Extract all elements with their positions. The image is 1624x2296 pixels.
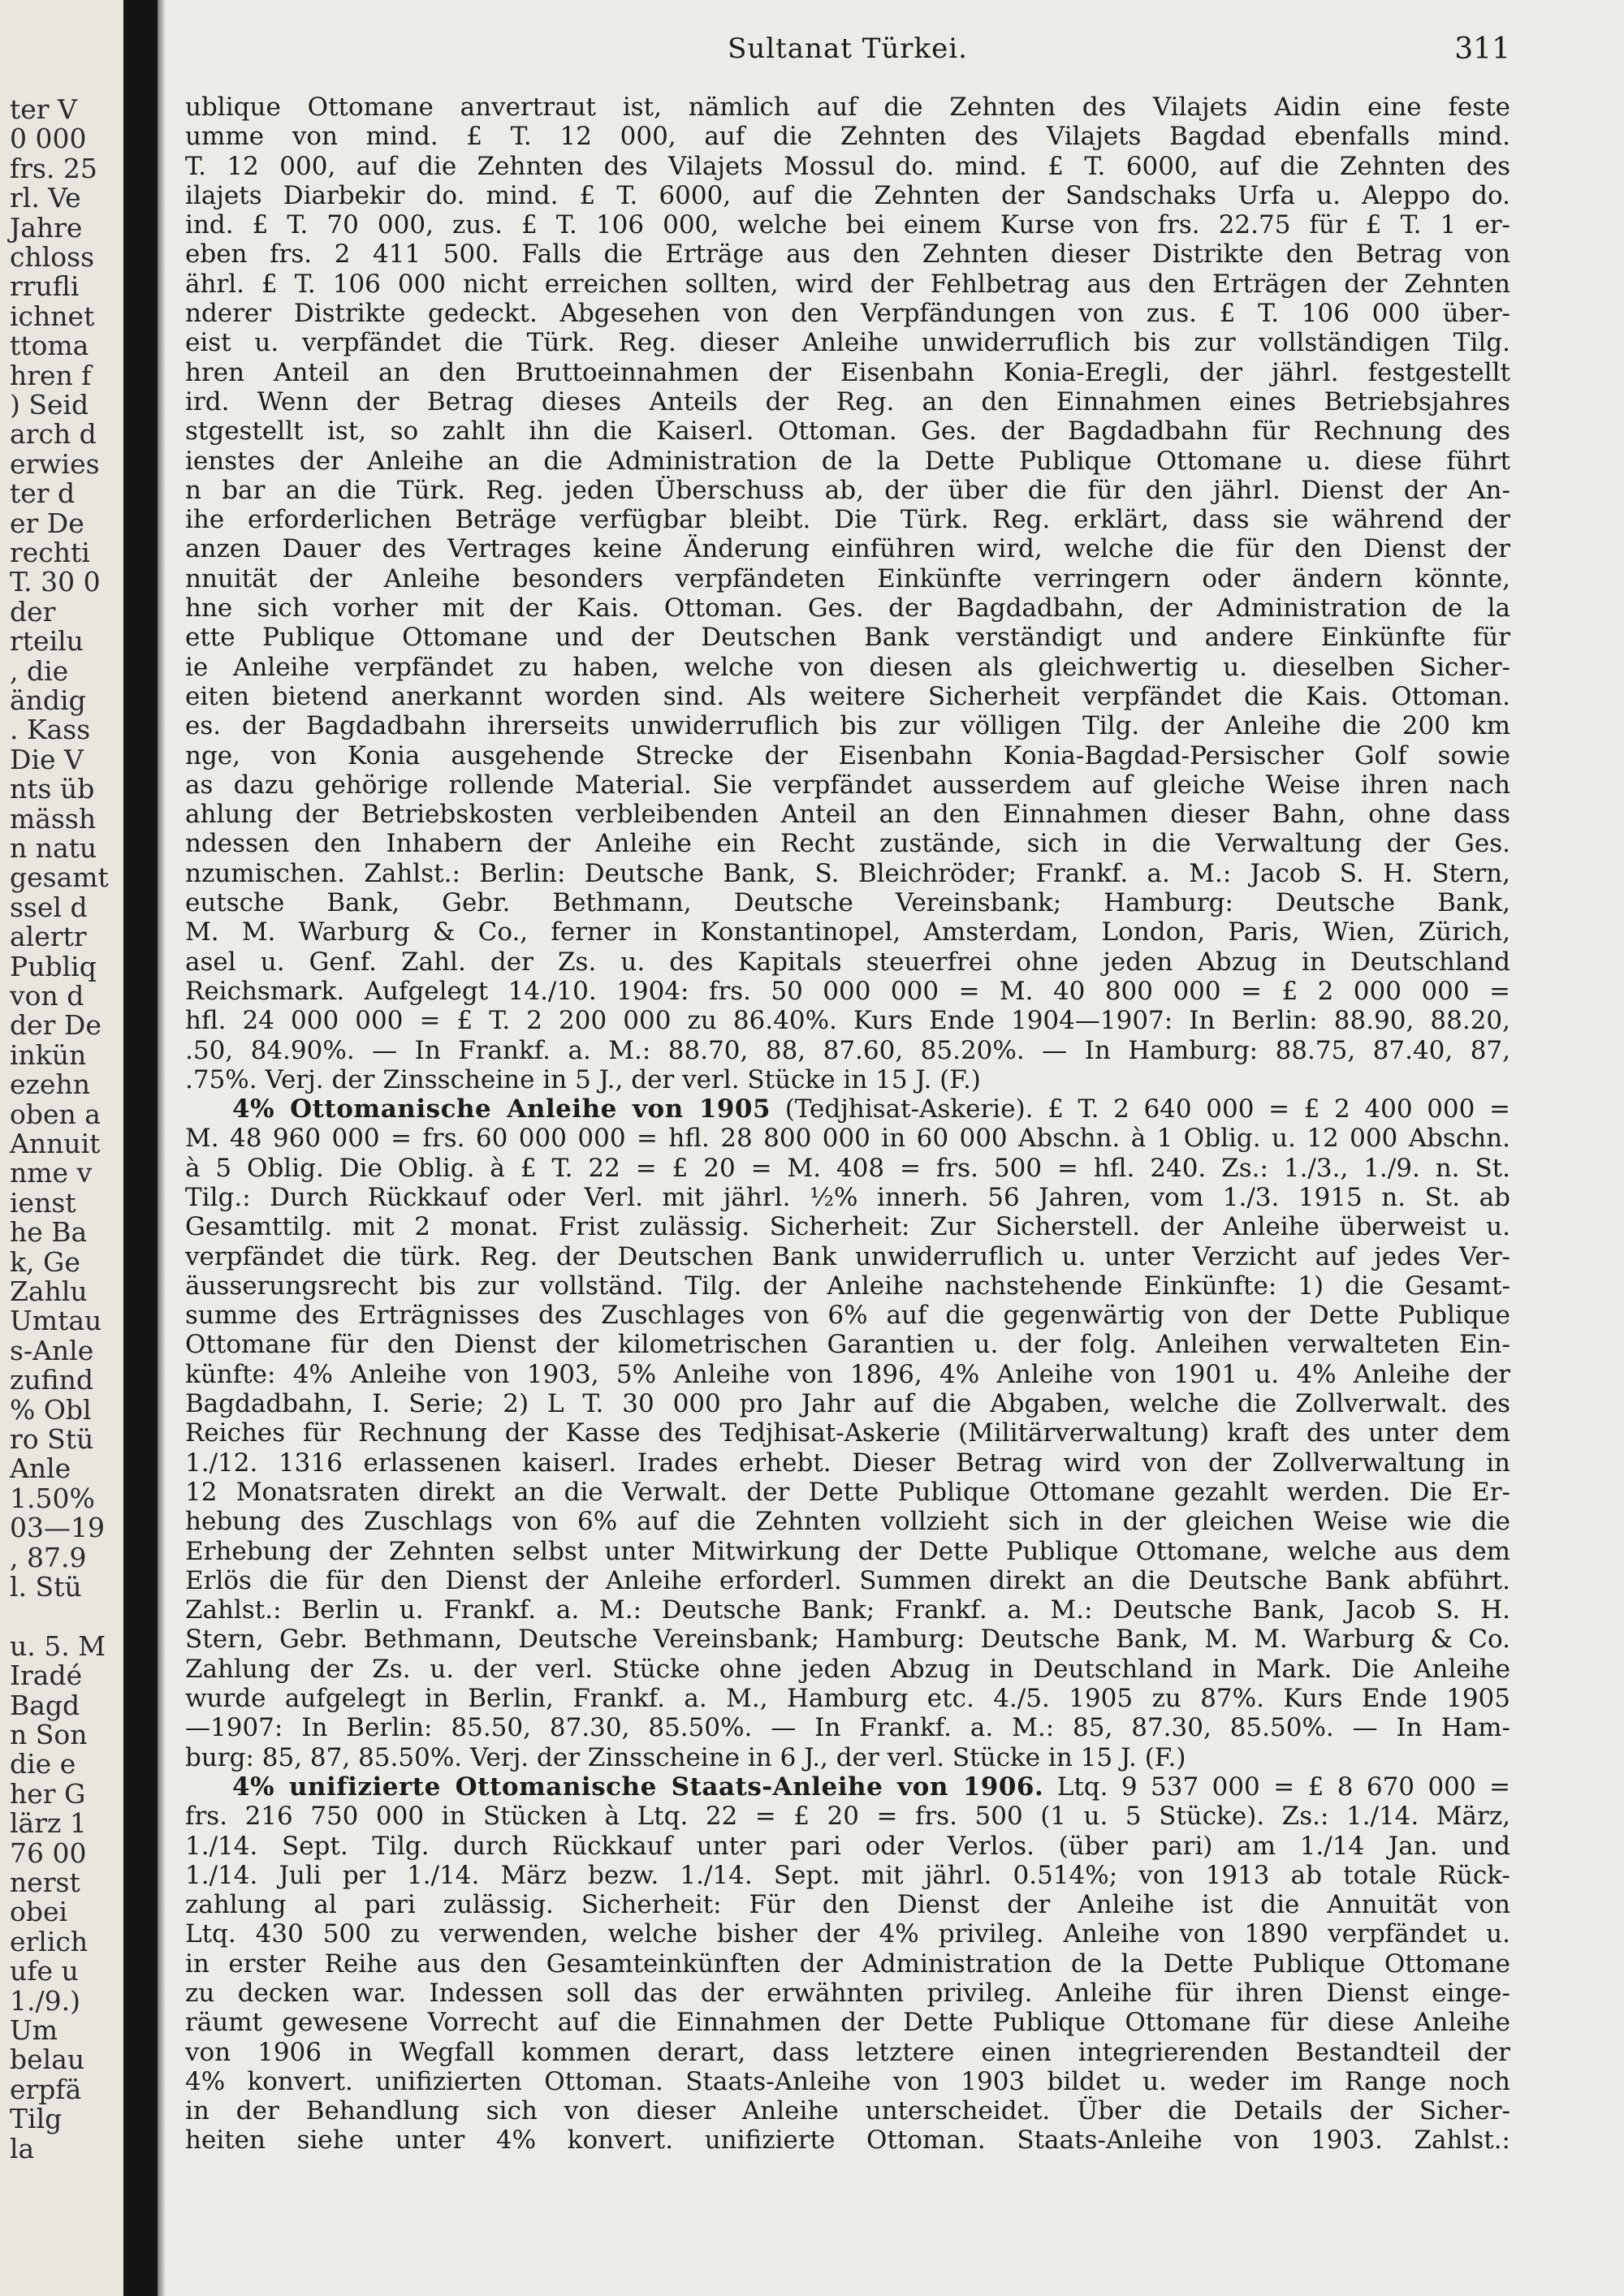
line-text: (Tedjhisat-Askerie). £ T. 2 640 000 = £ 2 400 000 = — [771, 1094, 1510, 1124]
text-line — [185, 1242, 1510, 1271]
text-line — [185, 1271, 1510, 1301]
line-text: es. der Bagdadbahn ihrerseits unwiderruflich bis zur völligen Tilg. der Anleihe die 200 km — [185, 711, 1510, 741]
text-line — [185, 534, 1510, 563]
text-line — [185, 240, 1510, 269]
facing-page-line: u. 5. M — [10, 1629, 106, 1662]
facing-page-line: lärz 1 — [10, 1807, 87, 1840]
text-line — [185, 917, 1510, 947]
text-line — [185, 2096, 1510, 2126]
text-line — [185, 623, 1510, 652]
running-head — [185, 32, 1510, 75]
facing-page-line: erlich — [10, 1925, 89, 1957]
line-text: summe des Erträgnisses des Zuschlages von 6% auf die gegenwärtig von der Dette Publique — [185, 1301, 1510, 1331]
facing-page-line: mässh — [10, 802, 97, 835]
line-text: ie Anleihe verpfändet zu haben, welche von diesen als gleichwertig u. dieselben Sicher- — [185, 652, 1510, 682]
text-line — [185, 358, 1510, 387]
page — [185, 32, 1510, 2273]
line-text: M. 48 960 000 = frs. 60 000 000 = hfl. 28 800 000 in 60 000 Abschn. à 1 Oblig. u. 12 000 Abschn. — [185, 1124, 1510, 1154]
line-text: 1./12. 1316 erlassenen kaiserl. Irades erhebt. Dieser Betrag wird von der Zollverwaltung in — [185, 1448, 1510, 1478]
book-gutter — [123, 0, 158, 2296]
facing-page-line: hren f — [10, 359, 92, 391]
text-line — [185, 387, 1510, 416]
text-line — [185, 447, 1510, 476]
text-line — [185, 152, 1510, 181]
line-text: heiten siehe unter 4% konvert. unifizierte Ottoman. Staats-Anleihe von 1903. Zahlst.: — [185, 2126, 1510, 2156]
text-line — [185, 476, 1510, 505]
facing-page-line: 03—19 — [10, 1512, 105, 1544]
text-line — [185, 328, 1510, 357]
facing-page-line: nerst — [10, 1867, 80, 1898]
text-line — [185, 653, 1510, 682]
text-line — [185, 859, 1510, 888]
facing-page-line: . Kass — [10, 714, 91, 746]
facing-page-line: rrufli — [10, 270, 80, 303]
gutter-shadow — [158, 0, 166, 2296]
line-text: künfte: 4% Anleihe von 1903, 5% Anleihe von 1896, 4% Anleihe von 1901 u. 4% Anleihe der — [185, 1359, 1510, 1389]
facing-page-line: he Ba — [10, 1216, 88, 1249]
text-line — [185, 741, 1510, 770]
line-text: ette Publique Ottomane und der Deutschen Bank verständigt und andere Einkünfte für — [185, 623, 1510, 653]
line-text: ienstes der Anleihe an die Administration de la Dette Publique Ottomane u. diese führt — [185, 446, 1510, 476]
facing-page-line: 0 000 — [10, 123, 87, 155]
line-text: ird. Wenn der Betrag dieses Anteils der Reg. an den Einnahmen eines Betriebsjahres — [185, 386, 1510, 416]
body-text — [185, 93, 1510, 2156]
line-text: ndessen den Inhabern der Anleihe ein Recht zustände, sich in die Verwaltung der Ges. — [185, 829, 1510, 859]
facing-page-line: Anle — [10, 1452, 71, 1485]
facing-page-line: rteilu — [10, 625, 84, 658]
facing-page-line: frs. 25 — [10, 152, 97, 184]
text-line — [185, 1861, 1510, 1890]
text-line — [185, 1212, 1510, 1241]
line-text: räumt gewesene Vorrecht auf die Einnahmen der Dette Publique Ottomane für diese Anleihe — [185, 2008, 1510, 2038]
facing-page-line: her G — [10, 1777, 86, 1810]
text-line — [185, 711, 1510, 740]
facing-page-line: gesamt — [10, 861, 109, 894]
line-text: ihe erforderlichen Beträge verfügbar bleibt. Die Türk. Reg. erklärt, dass sie während der — [185, 505, 1510, 535]
facing-page-line: erwies — [10, 447, 100, 480]
facing-page-line: ter d — [10, 477, 76, 510]
facing-page-line: k, Ge — [10, 1245, 80, 1278]
line-text: ublique Ottomane anvertraut ist, nämlich auf die Zehnten des Vilajets Aidin eine feste — [185, 93, 1510, 122]
text-line — [185, 1183, 1510, 1212]
section-title: 4% Ottomanische Anleihe von 1905 — [232, 1094, 771, 1124]
text-line — [185, 1979, 1510, 2008]
line-text: .75%. Verj. der Zinsscheine in 5 J., der verl. Stücke in 15 J. (F.) — [185, 1064, 981, 1094]
facing-page-line: 1./9.) — [10, 1984, 80, 2017]
line-text: as dazu gehörige rollende Material. Sie verpfändet ausserdem auf gleiche Weise ihren nach — [185, 770, 1510, 800]
facing-page-line: % Obl — [10, 1393, 92, 1426]
line-text: in erster Reihe aus den Gesamteinkünften der Administration de la Dette Publique Ottomane — [185, 1949, 1510, 1979]
page-header-title: Sultanat Türkei. — [728, 32, 968, 65]
section-title: 4% unifizierte Ottomanische Staats-Anleihe von 1906. — [232, 1772, 1044, 1802]
facing-page-line: la — [10, 2132, 35, 2164]
text-line — [185, 122, 1510, 151]
facing-page-line: zufind — [10, 1364, 94, 1396]
text-line — [185, 1124, 1510, 1153]
facing-page-line: chloss — [10, 241, 95, 273]
text-line — [185, 593, 1510, 623]
text-line — [185, 1802, 1510, 1831]
facing-page-line: Publiq — [10, 950, 97, 982]
text-line — [185, 270, 1510, 299]
line-text: Ottomane für den Dienst der kilometrischen Garantien u. der folg. Anleihen verwalteten Ein- — [185, 1330, 1510, 1360]
facing-page-line: 1.50% — [10, 1482, 95, 1514]
facing-page-line: ändig — [10, 684, 86, 716]
facing-page-line: s-Anle — [10, 1334, 94, 1366]
line-text: Gesamttilg. mit 2 monat. Frist zulässig. Sicherheit: Zur Sicherstell. der Anleihe überweist u. — [185, 1212, 1510, 1242]
line-text: äusserungsrecht bis zur vollständ. Tilg. der Anleihe nachstehende Einkünfte: 1) die Gesamt- — [185, 1271, 1510, 1301]
line-text: ährl. £ T. 106 000 nicht erreichen sollten, wird der Fehlbetrag aus den Erträgen der Zehnten — [185, 269, 1510, 299]
line-text: ind. £ T. 70 000, zus. £ T. 106 000, welche bei einem Kurse von frs. 22.75 für £ T. 1 er- — [185, 210, 1510, 240]
line-text: Zahlung der Zs. u. der verl. Stücke ohne jeden Abzug in Deutschland in Mark. Die Anleihe — [185, 1654, 1510, 1684]
facing-page-line: Die V — [10, 743, 84, 775]
facing-page-line: ro Stü — [10, 1423, 94, 1455]
facing-page-line: alertr — [10, 921, 87, 953]
line-text: 12 Monatsraten direkt an die Verwalt. der Dette Publique Ottomane gezahlt werden. Die Er- — [185, 1477, 1510, 1507]
facing-page-line: Zahlu — [10, 1275, 88, 1307]
page-number: 311 — [1454, 32, 1510, 66]
text-line — [185, 1919, 1510, 1949]
line-text: zahlung al pari zulässig. Sicherheit: Für den Dienst der Anleihe ist die Annuität von — [185, 1890, 1510, 1920]
line-text: —1907: In Berlin: 85.50, 87.30, 85.50%. — In Frankf. a. M.: 85, 87.30, 85.50%. — In Ham- — [185, 1713, 1510, 1743]
facing-page-line: Um — [10, 2014, 58, 2046]
text-line — [185, 682, 1510, 711]
line-text: à 5 Oblig. Die Oblig. à £ T. 22 = £ 20 = M. 408 = frs. 500 = hfl. 240. Zs.: 1./3., 1./9. n. St. — [185, 1153, 1510, 1183]
section-heading-line — [185, 1772, 1510, 1802]
facing-page-line: obei — [10, 1896, 68, 1928]
text-line — [185, 181, 1510, 210]
line-text: hren Anteil an den Bruttoeinnahmen der Eisenbahn Konia-Eregli, der jährl. festgestellt — [185, 357, 1510, 387]
facing-page-line: Annuit — [10, 1128, 101, 1159]
facing-page-line: Tilg — [10, 2103, 63, 2135]
text-line — [185, 1655, 1510, 1684]
text-line — [185, 2126, 1510, 2155]
line-text: 1./14. Juli per 1./14. März bezw. 1./14. Sept. mit jährl. 0.514%; von 1913 ab totale Rück- — [185, 1860, 1510, 1890]
text-line — [185, 1890, 1510, 1919]
text-line — [185, 1301, 1510, 1330]
text-line — [185, 505, 1510, 534]
facing-page-line: arch d — [10, 418, 97, 451]
line-text: Bagdadbahn, I. Serie; 2) L T. 30 000 pro Jahr auf die Abgaben, welche die Zollverwalt. des — [185, 1389, 1510, 1419]
line-text: nge, von Konia ausgehende Strecke der Eisenbahn Konia-Bagdad-Persischer Golf sowie — [185, 740, 1510, 770]
line-text: von 1906 in Wegfall kommen derart, dass letztere einen integrierenden Bestandteil der — [185, 2037, 1510, 2067]
facing-page-line: der De — [10, 1009, 102, 1042]
text-line — [185, 2008, 1510, 2037]
facing-page-line: T. 30 0 — [10, 566, 101, 598]
facing-page-line: Iradé — [10, 1659, 83, 1692]
facing-page-line: der — [10, 595, 56, 628]
text-line — [185, 1537, 1510, 1566]
line-text: Reichsmark. Aufgelegt 14./10. 1904: frs. 50 000 000 = M. 40 800 000 = £ 2 000 000 = — [185, 976, 1510, 1006]
text-line — [185, 1832, 1510, 1861]
line-text: eist u. verpfändet die Türk. Reg. dieser Anleihe unwiderruflich bis zur vollständigen Tilg. — [185, 328, 1510, 358]
line-text: n bar an die Türk. Reg. jeden Überschuss ab, der über die für den jährl. Dienst der An- — [185, 475, 1510, 505]
line-text: hebung des Zuschlags von 6% auf die Zehnten vollzieht sich in der gleichen Weise wie die — [185, 1507, 1510, 1537]
text-line — [185, 416, 1510, 446]
line-text: frs. 216 750 000 in Stücken à Ltq. 22 = £ 20 = frs. 500 (1 u. 5 Stücke). Zs.: 1./14. März, — [185, 1802, 1510, 1832]
text-line — [185, 1595, 1510, 1625]
facing-page-line: erpfä — [10, 2073, 82, 2105]
text-line — [185, 564, 1510, 593]
facing-page-line: 76 00 — [10, 1836, 87, 1869]
text-line — [185, 1389, 1510, 1418]
facing-page-line: Umtau — [10, 1305, 102, 1337]
facing-page-line: belau — [10, 2044, 85, 2076]
text-line — [185, 299, 1510, 328]
text-line — [185, 1566, 1510, 1595]
facing-page-line: ichnet — [10, 300, 95, 332]
line-text: Erlös die für den Dienst der Anleihe erforderl. Summen direkt an die Deutsche Bank abführt. — [185, 1565, 1510, 1595]
text-line — [185, 1065, 1510, 1094]
line-text: stgestellt ist, so zahlt ihn die Kaiserl. Ottoman. Ges. der Bagdadbahn für Rechnung des — [185, 416, 1510, 447]
facing-page-line: Bagd — [10, 1689, 80, 1721]
line-text: in der Behandlung sich von dieser Anleihe unterscheidet. Über die Details der Sicher- — [185, 2096, 1510, 2126]
facing-page-line: er De — [10, 507, 84, 539]
line-text: asel u. Genf. Zahl. der Zs. u. des Kapitals steuerfrei ohne jeden Abzug in Deutschland — [185, 947, 1510, 977]
line-text: Reiches für Rechnung der Kasse des Tedjhisat-Askerie (Militärverwaltung) kraft des unter dem — [185, 1418, 1510, 1448]
facing-page-line: ssel d — [10, 891, 88, 923]
line-text: 4% konvert. unifizierten Ottoman. Staats-Anleihe von 1903 bildet u. weder im Range noch — [185, 2066, 1510, 2096]
text-line — [185, 770, 1510, 800]
text-line — [185, 1154, 1510, 1183]
text-line — [185, 2038, 1510, 2067]
line-text: eben frs. 2 411 500. Falls die Erträge aus den Zehnten dieser Distrikte den Betrag von — [185, 240, 1510, 270]
text-line — [185, 1684, 1510, 1713]
facing-page-line: nme v — [10, 1157, 93, 1189]
line-text: Ltq. 430 500 zu verwenden, welche bisher der 4% privileg. Anleihe von 1890 verpfändet u. — [185, 1919, 1510, 1949]
text-line — [185, 1006, 1510, 1035]
line-text: hne sich vorher mit der Kais. Ottoman. Ges. der Bagdadbahn, der Administration de la — [185, 593, 1510, 624]
text-line — [185, 1330, 1510, 1359]
text-line — [185, 1949, 1510, 1979]
text-line — [185, 1743, 1510, 1772]
line-text: ilajets Diarbekir do. mind. £ T. 6000, auf die Zehnten der Sandschaks Urfa u. Aleppo do. — [185, 180, 1510, 210]
facing-page-line: ienst — [10, 1186, 76, 1219]
line-text: M. M. Warburg & Co., ferner in Konstantinopel, Amsterdam, London, Paris, Wien, Zürich, — [185, 917, 1510, 947]
text-line — [185, 800, 1510, 829]
facing-page-line: n natu — [10, 832, 97, 864]
text-line — [185, 1713, 1510, 1742]
facing-page-line: ezehn — [10, 1068, 90, 1101]
text-line — [185, 1625, 1510, 1654]
line-text: Erhebung der Zehnten selbst unter Mitwirkung der Dette Publique Ottomane, welche aus dem — [185, 1536, 1510, 1566]
text-line — [185, 1360, 1510, 1389]
line-text: burg: 85, 87, 85.50%. Verj. der Zinsscheine in 6 J., der verl. Stücke in 15 J. (F.) — [185, 1742, 1186, 1772]
text-line — [185, 1448, 1510, 1478]
facing-page-line: die e — [10, 1748, 76, 1780]
line-text: anzen Dauer des Vertrages keine Änderung einführen wird, welche die für den Dienst der — [185, 534, 1510, 564]
facing-page-line: ufe u — [10, 1955, 79, 1987]
line-text: .50, 84.90%. — In Frankf. a. M.: 88.70, 88, 87.60, 85.20%. — In Hamburg: 88.75, 87.40, 87, — [185, 1035, 1510, 1065]
text-line — [185, 888, 1510, 917]
line-text: ahlung der Betriebskosten verbleibenden Anteil an den Einnahmen dieser Bahn, ohne dass — [185, 800, 1510, 830]
text-line — [185, 2067, 1510, 2096]
facing-page-line: l. Stü — [10, 1571, 82, 1603]
line-text: zu decken war. Indessen soll das der erwähnten privileg. Anleihe für ihren Dienst einge- — [185, 1979, 1510, 2008]
line-text: nderer Distrikte gedeckt. Abgesehen von den Verpfändungen von zus. £ T. 106 000 über- — [185, 299, 1510, 329]
line-text: eutsche Bank, Gebr. Bethmann, Deutsche Vereinsbank; Hamburg: Deutsche Bank, — [185, 888, 1510, 918]
text-line — [185, 1478, 1510, 1507]
line-text: nnuität der Anleihe besonders verpfändeten Einkünfte verringern oder ändern könnte, — [185, 563, 1510, 593]
facing-page-fragment — [0, 0, 123, 2296]
facing-page-line: ttoma — [10, 330, 89, 362]
facing-page-line: , die — [10, 654, 69, 687]
section-heading-line — [185, 1094, 1510, 1124]
facing-page-line: , 87.9 — [10, 1541, 87, 1573]
text-line — [185, 210, 1510, 240]
facing-page-line: Jahre — [10, 211, 83, 244]
line-text: wurde aufgelegt in Berlin, Frankf. a. M., Hamburg etc. 4./5. 1905 zu 87%. Kurs Ende 1905 — [185, 1684, 1510, 1714]
facing-page-line: nts üb — [10, 773, 95, 805]
line-text: 1./14. Sept. Tilg. durch Rückkauf unter pari oder Verlos. (über pari) am 1./14 Jan. und — [185, 1831, 1510, 1861]
facing-page-line: n Son — [10, 1719, 88, 1750]
facing-page-line: ) Seid — [10, 389, 89, 421]
text-line — [185, 947, 1510, 977]
text-line — [185, 1507, 1510, 1536]
text-line — [185, 93, 1510, 122]
line-text: Zahlst.: Berlin u. Frankf. a. M.: Deutsche Bank; Frankf. a. M.: Deutsche Bank, Jacob S. H. — [185, 1595, 1510, 1625]
line-text: Tilg.: Durch Rückkauf oder Verl. mit jährl. ½% innerh. 56 Jahren, vom 1./3. 1915 n. St. ab — [185, 1182, 1510, 1212]
line-text: Stern, Gebr. Bethmann, Deutsche Vereinsbank; Hamburg: Deutsche Bank, M. M. Warburg & Co. — [185, 1625, 1510, 1655]
facing-page-line: ter V — [10, 93, 77, 125]
text-line — [185, 1418, 1510, 1448]
line-text: umme von mind. £ T. 12 000, auf die Zehnten des Vilajets Bagdad ebenfalls mind. — [185, 122, 1510, 152]
line-text: verpfändet die türk. Reg. der Deutschen Bank unwiderruflich u. unter Verzicht auf jedes Ver- — [185, 1241, 1510, 1271]
line-text: Ltq. 9 537 000 = £ 8 670 000 = — [1043, 1772, 1510, 1802]
facing-page-line: inkün — [10, 1038, 87, 1071]
text-line — [185, 1036, 1510, 1065]
line-text: eiten bietend anerkannt worden sind. Als weitere Sicherheit verpfändet die Kais. Ottoman. — [185, 681, 1510, 711]
facing-page-line: von d — [10, 980, 84, 1012]
facing-page-line: rechti — [10, 537, 90, 568]
line-text: hfl. 24 000 000 = £ T. 2 200 000 zu 86.40%. Kurs Ende 1904—1907: In Berlin: 88.90, 88.20, — [185, 1006, 1510, 1036]
line-text: T. 12 000, auf die Zehnten des Vilajets Mossul do. mind. £ T. 6000, auf die Zehnten des — [185, 151, 1510, 181]
facing-page-line: oben a — [10, 1098, 101, 1130]
facing-page-line: rl. Ve — [10, 182, 81, 214]
text-line — [185, 829, 1510, 858]
text-line — [185, 977, 1510, 1006]
line-text: nzumischen. Zahlst.: Berlin: Deutsche Bank, S. Bleichröder; Frankf. a. M.: Jacob S. H. Stern, — [185, 858, 1510, 888]
